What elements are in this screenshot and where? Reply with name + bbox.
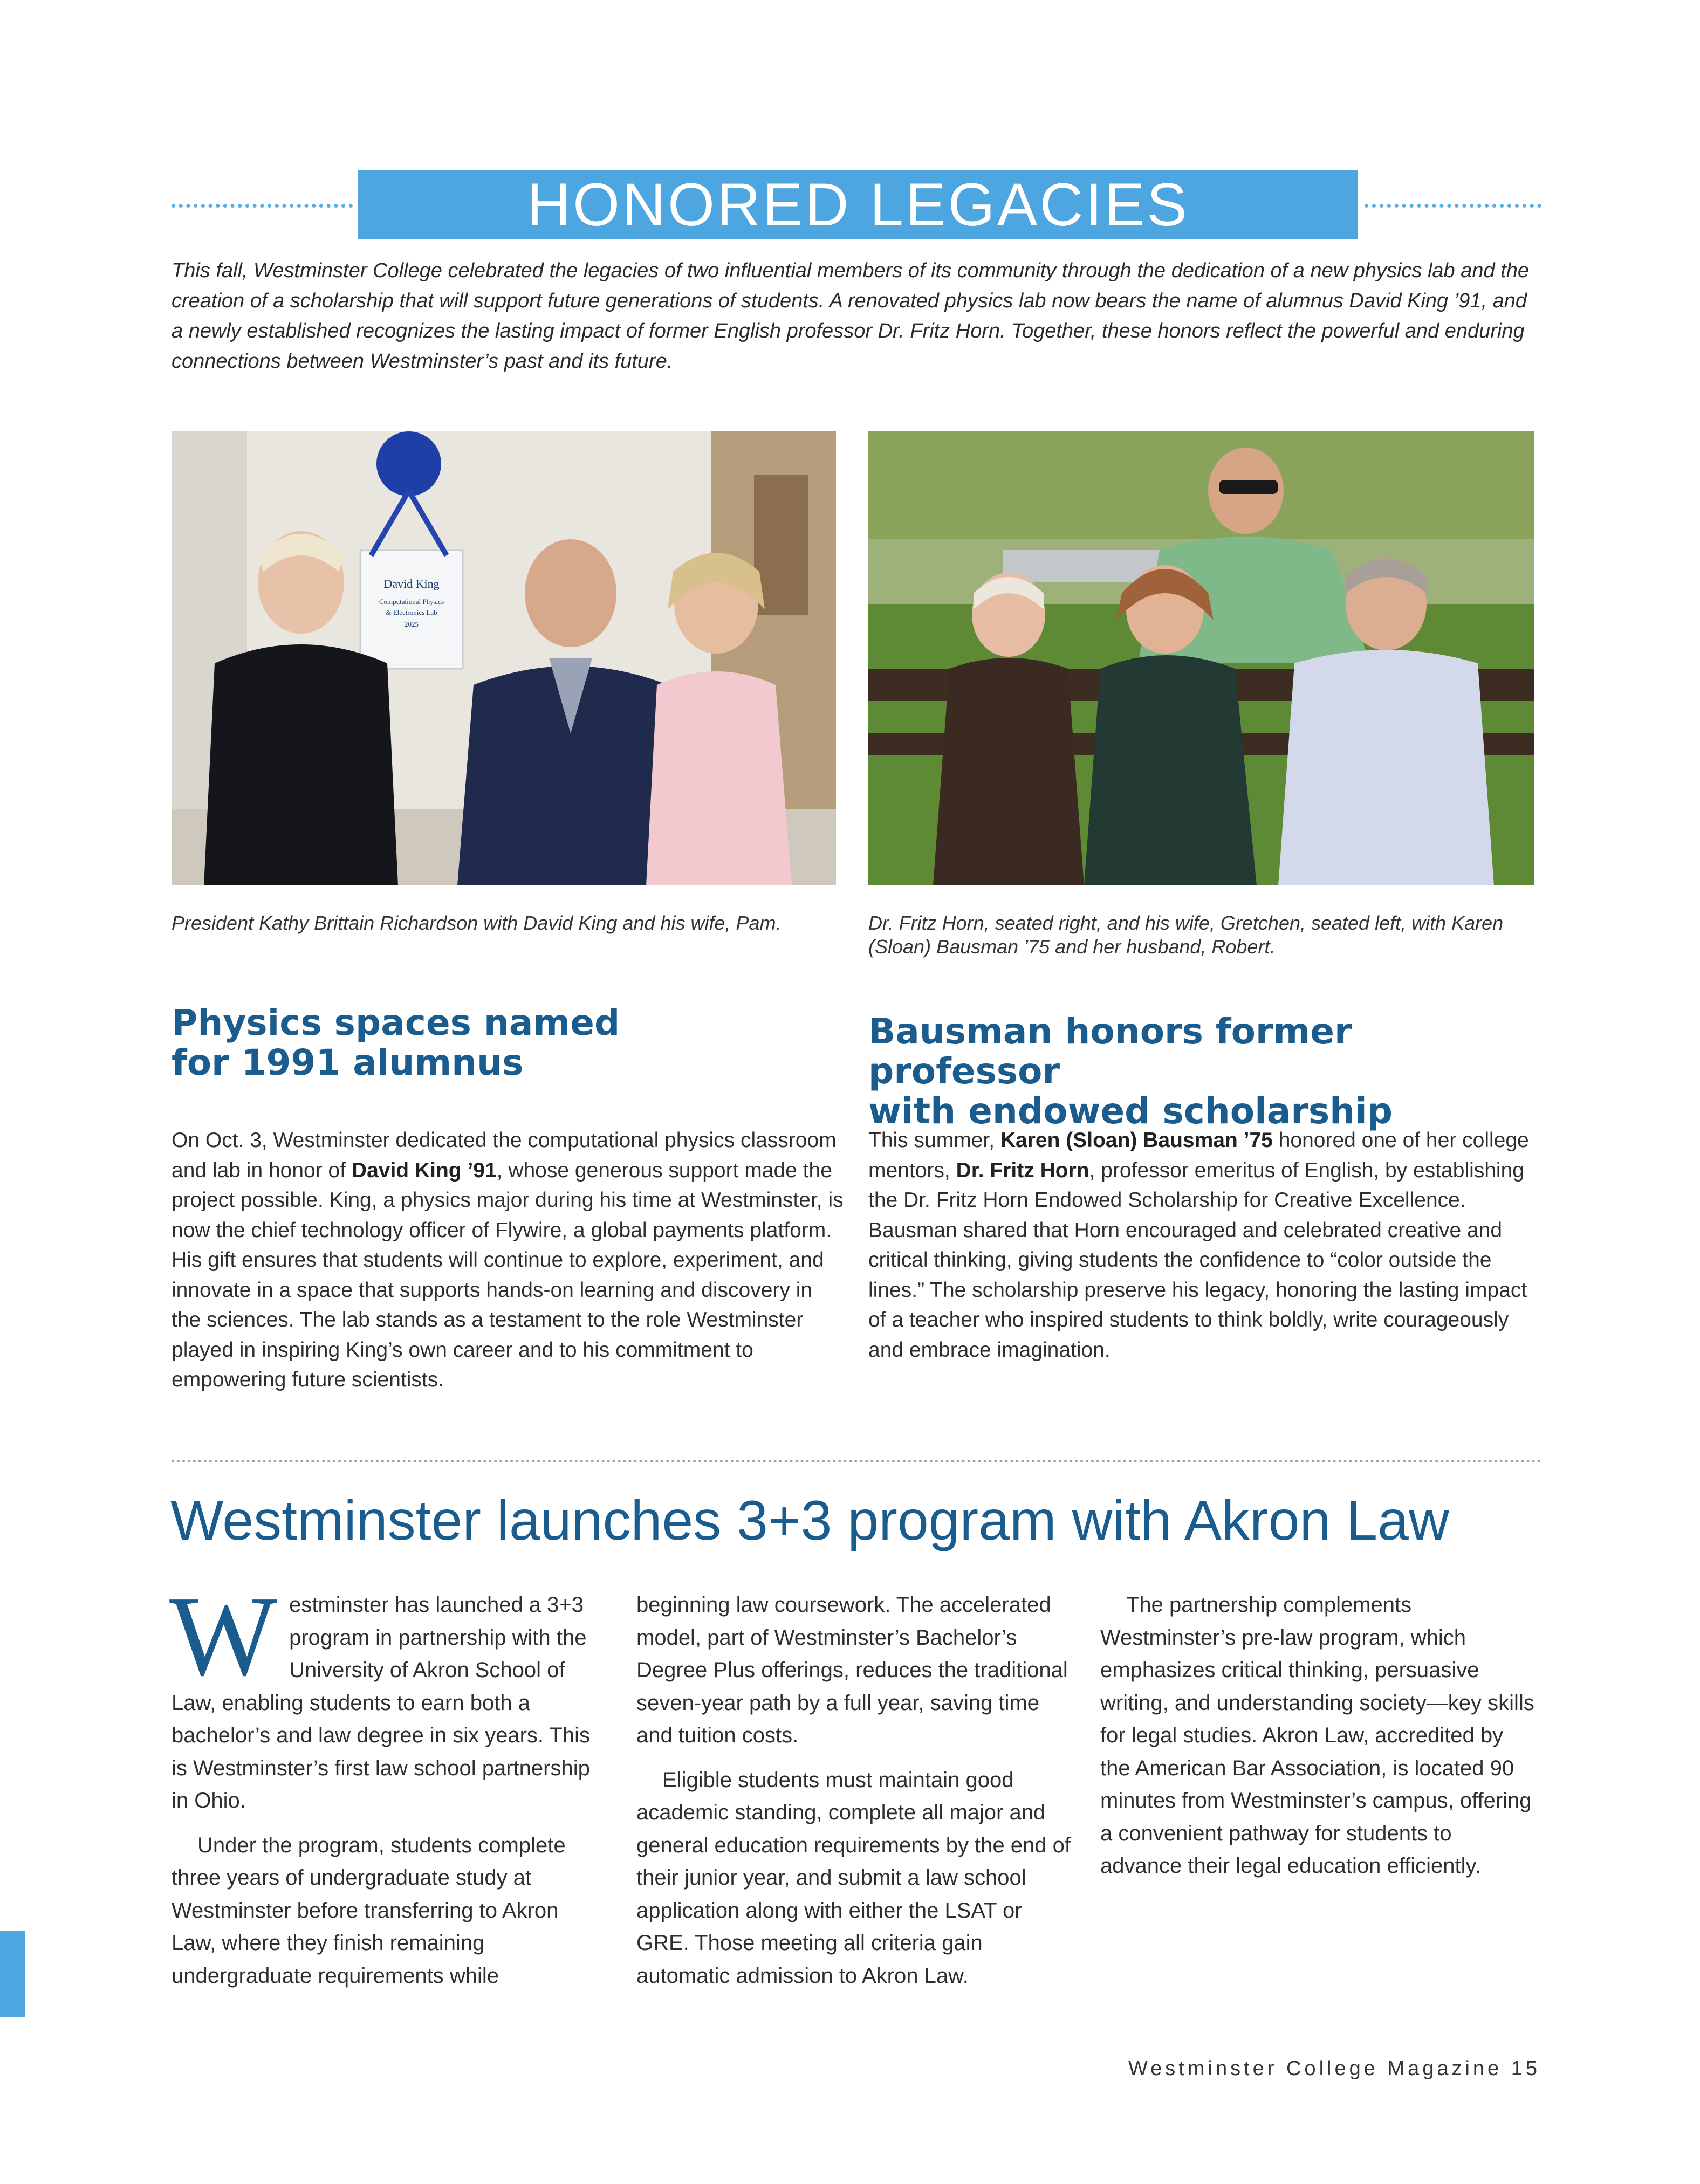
story3-col1-p2: Under the program, students complete three years of undergraduate study at Westminster before transferring to Akron Law, where they finish remaining undergraduate requirements while [172,1833,566,1988]
story1-heading-line2: for 1991 alumnus [172,1042,524,1083]
story3-col2-p2: Eligible students must maintain good academic standing, complete all major and general education requirements by the end of their junior year, and submit a law school application along with either the LSAT or GRE. Those meeting all criteria gain automatic admission to Akron Law. [636,1768,1071,1988]
section-divider [172,1460,1541,1462]
banner-title: HONORED LEGACIES [527,171,1189,238]
story2-text-b: honored one of her college mentors, [868,1129,1529,1182]
story2-heading-line2: with endowed scholarship [868,1090,1393,1132]
banner-dots-right [1365,204,1541,208]
story3-column-2 [636,1589,1073,1992]
caption-left: President Kathy Brittain Richardson with David King and his wife, Pam. [172,912,782,934]
drop-cap: W [169,1572,278,1699]
story1-heading-line1: Physics spaces named [172,1002,620,1043]
story2-heading [868,1012,1548,1131]
story1-heading [172,1003,846,1083]
story2-body [868,1125,1543,1365]
story2-heading-line1: Bausman honors former professor [868,1011,1352,1092]
story2-text-a: This summer, [868,1129,1000,1152]
plaque-line-4: 2025 [405,620,419,628]
story3-col2-p1: beginning law coursework. The accelerated model, part of Westminster’s Bachelor’s Degree Plus offerings, reduces the traditional seven-year path by a full year, saving time and tuition costs. [636,1593,1068,1747]
story3-col3-p1: The partnership complements Westminster’s pre-law program, which emphasizes critical thinking, persuasive writing, and understanding society—key skills for legal studies. Akron Law, accredited by the American Bar Association, is located 90 minutes from Westminster’s campus, offering a convenient pathway for students to advance their legal education efficiently. [1100,1593,1534,1878]
plaque-line-1: David King [383,577,440,590]
section-banner [358,170,1358,239]
story3-column-3 [1100,1589,1537,1883]
story3-headline: Westminster launches 3+3 program with Akron Law [170,1489,1449,1552]
banner-dots-left [172,204,353,208]
story2-name-bold-1: Karen (Sloan) Bausman ’75 [1000,1129,1273,1152]
story2-name-bold-2: Dr. Fritz Horn [956,1158,1089,1182]
intro-paragraph: This fall, Westminster College celebrated the legacies of two influential members of its community through the dedication of a new physics lab and the creation of a scholarship that will support future generations of students. A renovated physics lab now bears the name of alumnus David King ’91, and a newly established recognizes the lasting impact of former English professor Dr. Fritz Horn. Together, these honors reflect the powerful and enduring connections between Westminster’s past and its future. [172,259,1530,373]
story3-column-1 [169,1572,603,1992]
story1-body [172,1125,847,1395]
plaque-line-2: Computational Physics [379,597,444,606]
story1-name-bold: David King ’91 [351,1158,497,1182]
photo-physics-lab-dedication [172,431,836,885]
page-footer: Westminster College Magazine 15 [1128,2057,1540,2080]
photo-scholarship-group [868,431,1534,885]
story3-col1-p1: estminster has launched a 3+3 program in partnership with the University of Akron School of Law, enabling students to earn both a bachelor’s and law degree in six years. This is Westminster’s first law school partnership in Ohio. [172,1593,590,1812]
plaque-line-3: & Electronics Lab [386,608,437,616]
caption-right: Dr. Fritz Horn, seated right, and his wife, Gretchen, seated left, with Karen (Sloan) Bausman ’75 and her husband, Robert. [868,912,1504,958]
page-edge-tab [0,1931,25,2017]
story1-text-a: On Oct. 3, Westminster dedicated the computational physics classroom and lab in honor of [172,1129,837,1182]
story2-text-c: , professor emeritus of English, by establishing the Dr. Fritz Horn Endowed Scholarship for Creative Excellence. Bausman shared that Horn encouraged and celebrated creative and critical thinking, giving students the confidence to “color outside the lines.” The scholarship preserve his legacy, honoring the lasting impact of a teacher who inspired students to think boldly, write courageously and embrace imagination. [868,1158,1527,1362]
story1-text-b: , whose generous support made the project possible. King, a physics major during his time at Westminster, is now the chief technology officer of Flywire, a global payments platform. His gift ensures that students will continue to explore, experiment, and innovate in a space that supports hands-on learning and discovery in the sciences. The lab stands as a testament to the role Westminster played in inspiring King’s own career and to his commitment to empowering future scientists. [172,1158,844,1391]
